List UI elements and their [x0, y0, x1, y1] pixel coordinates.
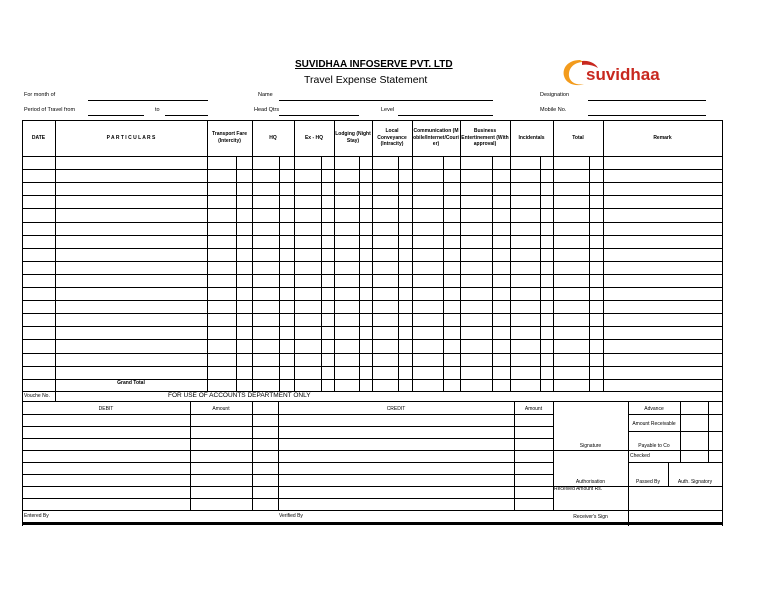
- col-total: Total: [572, 134, 584, 141]
- accounts-row-line: [22, 462, 553, 463]
- accounts-row-line: [22, 474, 553, 475]
- col-exhq: Ex - HQ: [304, 134, 324, 141]
- logo-text: suvidhaa: [586, 65, 660, 84]
- checked-label: Checked: [630, 453, 650, 459]
- col-hq: HQ: [269, 134, 277, 141]
- grand-total-label: Grand Total: [117, 380, 145, 386]
- debit-header: DEBIT: [98, 406, 114, 412]
- payable-to-co-label: Payable to Co: [638, 443, 670, 449]
- column-line: [412, 120, 413, 391]
- col-transport: Transport Fare (Intercity): [211, 131, 247, 144]
- column-line: [334, 120, 335, 391]
- form-bottom-border: [22, 522, 723, 525]
- col-incidentals: Incidentals: [518, 134, 545, 141]
- level-label: Level: [381, 107, 395, 113]
- mobile-label: Mobile No.: [540, 107, 567, 113]
- received-amount-label: Received Amount Rs.: [554, 486, 603, 492]
- document-title: Travel Expense Statement: [304, 74, 428, 86]
- signoff-line: [628, 414, 722, 415]
- accounts-right-border: [722, 391, 723, 526]
- accounts-row-line: [22, 414, 553, 415]
- column-line: [722, 120, 723, 391]
- sub-column-line: [359, 156, 360, 391]
- credit-header: CREDIT: [386, 406, 406, 412]
- sub-column-line: [589, 156, 590, 391]
- sub-column-line: [236, 156, 237, 391]
- voucher-divider: [55, 391, 56, 401]
- accounts-column-line: [190, 401, 191, 510]
- column-line: [510, 120, 511, 391]
- accounts-row-line: [22, 450, 553, 451]
- column-line: [22, 120, 23, 391]
- period-to-label: to: [155, 107, 160, 113]
- col-communication: Communication (Mobile/Internet/Courier): [413, 127, 459, 148]
- accounts-banner: FOR USE OF ACCOUNTS DEPARTMENT ONLY: [168, 392, 311, 399]
- accounts-column-line: [278, 401, 279, 510]
- company-name: SUVIDHAA INFOSERVE PVT. LTD: [295, 59, 453, 70]
- col-business: Business Entertinement (With approval): [461, 127, 509, 148]
- column-line: [372, 120, 373, 391]
- column-line: [553, 120, 554, 391]
- accounts-column-line: [553, 401, 554, 510]
- verified-by-label: Verified By: [279, 513, 303, 519]
- entered-by-label: Entered By: [24, 513, 49, 519]
- col-lodging: Lodging (Night Stay): [335, 131, 371, 144]
- column-line: [294, 120, 295, 391]
- signoff-divider: [628, 401, 629, 526]
- designation-label: Designation: [540, 92, 570, 98]
- advance-label: Advance: [644, 406, 664, 412]
- for-month-label: For month of: [24, 92, 56, 98]
- sub-column-line: [279, 156, 280, 391]
- accounts-row-line: [22, 498, 553, 499]
- col-date: DATE: [31, 134, 46, 141]
- amount-receivable-label: Amount Receivable: [632, 421, 676, 427]
- authorisation-label: Authorisation: [575, 479, 606, 485]
- col-particulars: P A R T I C U L A R S: [106, 134, 156, 141]
- name-label: Name: [258, 92, 273, 98]
- column-line: [207, 120, 208, 391]
- head-qtrs-label: Head Qtrs: [254, 107, 280, 113]
- signature-label: Signature: [579, 443, 602, 449]
- column-line: [603, 120, 604, 391]
- passed-by-label: Passed By: [636, 479, 660, 485]
- sub-column-line: [321, 156, 322, 391]
- accounts-top-line: [22, 401, 723, 402]
- accounts-bottom-line: [22, 510, 723, 511]
- accounts-row-line: [22, 438, 553, 439]
- sub-column-line: [492, 156, 493, 391]
- accounts-column-line: [252, 401, 253, 510]
- sub-column-line: [443, 156, 444, 391]
- receivers-sign-label: Receiver's Sign: [573, 514, 608, 520]
- accounts-row-line: [22, 486, 553, 487]
- signoff-line: [628, 462, 722, 463]
- accounts-column-line: [514, 401, 515, 510]
- column-line: [252, 120, 253, 391]
- col-remark: Remark: [653, 134, 672, 141]
- accounts-row-line: [22, 426, 553, 427]
- debit-amount-header: Amount: [212, 406, 230, 412]
- voucher-no-label: Vouche No.: [24, 393, 50, 399]
- signoff-line: [553, 450, 722, 451]
- col-local: Local Conveyance (Intracity): [377, 127, 407, 148]
- sub-column-line: [540, 156, 541, 391]
- auth-signatory-label: Auth. Signatory: [677, 479, 713, 485]
- table-bottom-border: [22, 391, 723, 392]
- signoff-line: [628, 431, 722, 432]
- column-line: [460, 120, 461, 391]
- credit-amount-header: Amount: [524, 406, 543, 412]
- sub-column-line: [398, 156, 399, 391]
- column-line: [55, 120, 56, 391]
- period-from-label: Period of Travel from: [24, 107, 76, 113]
